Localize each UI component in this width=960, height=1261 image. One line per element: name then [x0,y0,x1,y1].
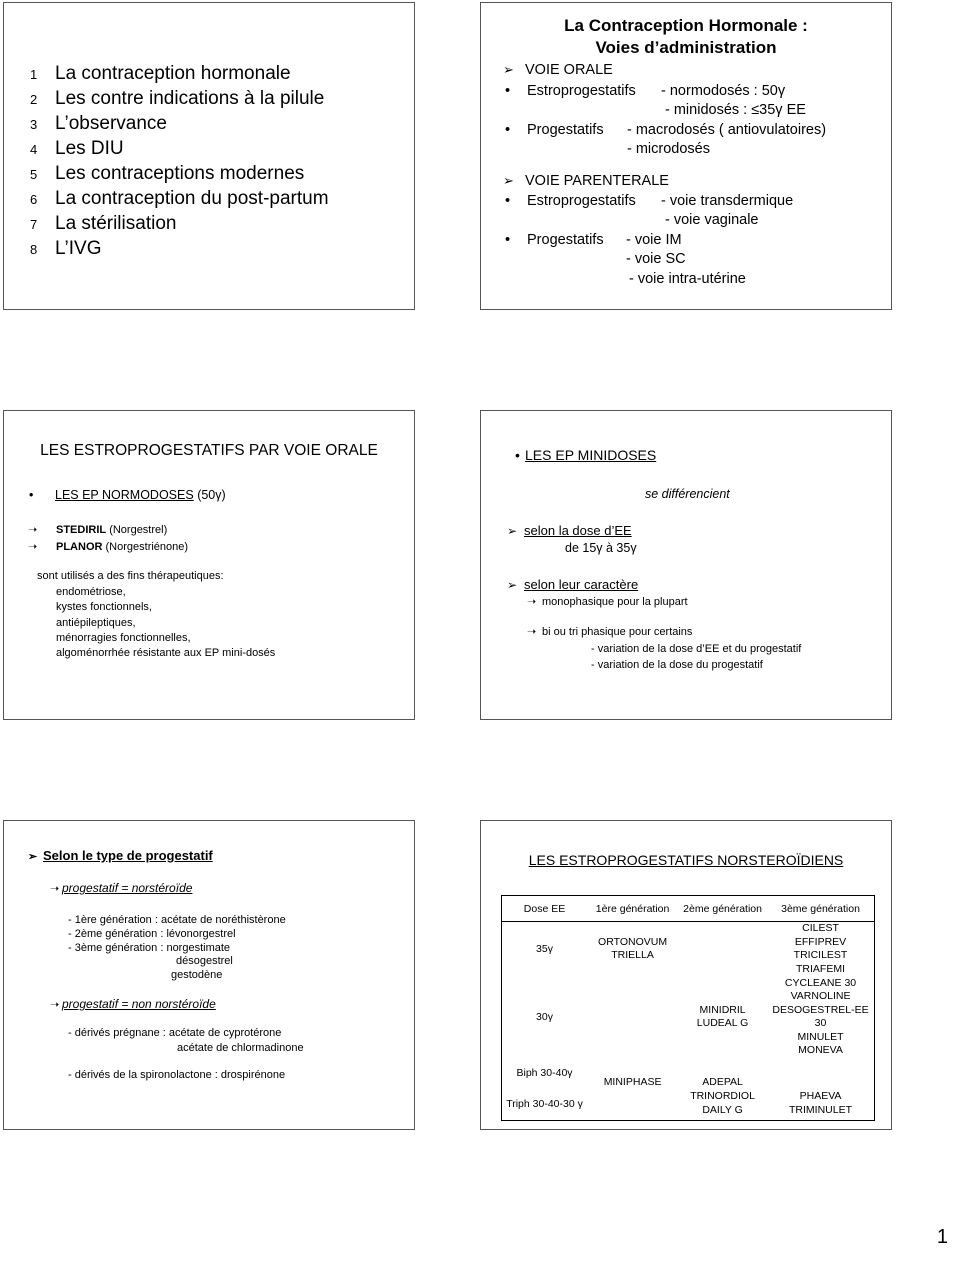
arrow-icon: ➝ [50,999,60,1011]
mono-line: ➝ monophasique pour la plupart [527,596,688,608]
generation-table [501,895,875,1121]
dose-cell: 30γ [536,1011,553,1023]
list-item: 3 L’observance [30,111,329,136]
bullet-icon: • [29,488,34,502]
table-row [502,977,875,1058]
dose-cell: Triph 30-40-30 γ [506,1097,583,1110]
ep-normo: - normodosés : 50γ [661,83,786,99]
arrow-icon: ➝ [50,883,60,895]
dose-heading: ➢ selon la dose d’EE [507,523,632,538]
prog-macro: - macrodosés ( antiovulatoires) [627,122,827,138]
contents-list [30,61,329,261]
chevron-icon: ➢ [507,524,518,538]
uses-intro: sont utilisés a des fins thérapeutiques: [37,570,224,582]
ep2-trans: - voie transdermique [661,193,794,209]
item-number: 7 [30,217,37,232]
voie-parenterale-heading: ➢ VOIE PARENTERALE [503,173,669,189]
chevron-icon: ➢ [507,578,518,592]
list-item: 8 L’IVG [30,236,329,261]
list-item: 2 Les contre indications à la pilule [30,86,329,111]
bullet-icon: • [505,122,511,138]
ep-mini: - minidosés : ≤35γ EE [665,102,806,118]
chevron-icon: ➢ [503,62,514,77]
slide-4 [480,410,892,720]
list-item: 1 La contraception hormonale [30,61,329,86]
chevron-icon: ➢ [28,851,38,863]
gen2-cell: ADEPAL [702,1075,743,1088]
prog2-im: - voie IM [626,232,682,248]
arrow-icon: ➝ [527,626,537,638]
item-number: 6 [30,192,37,207]
prog2-line: • Progestatifs [505,232,604,248]
item-number: 8 [30,242,37,257]
gen-list: - 1ère génération : acétate de noréthistèrone - 2ème génération : lévonorgestrel - 3ème génération : norgestimate désogestrel gestodène [68,914,286,982]
slide-1 [3,2,415,310]
arrow-icon: ➝ [28,524,38,536]
page-number: 1 [936,1226,948,1248]
pregnane-line-2: acétate de chlormadinone [177,1042,304,1054]
gen2-cell [678,922,767,977]
slide-5 [3,820,415,1130]
dose-range: de 15γ à 35γ [565,541,637,555]
list-item: antiépileptiques, [56,616,136,629]
item-number: 3 [30,117,37,132]
slide-title: LES ESTROPROGESTATIFS NORSTEROÏDIENS [528,852,844,868]
bullet-icon: • [505,193,511,209]
ep2-line: • Estroprogestatifs [505,193,636,209]
ep-line: • Estroprogestatifs [505,83,636,99]
variation-1: - variation de la dose d’EE et du progestatif [591,643,802,655]
variation-2: - variation de la dose du progestatif [591,659,763,671]
list-item: 7 La stérilisation [30,211,329,236]
voie-orale-heading: ➢ VOIE ORALE [503,62,613,78]
gen3-cell: CILEST EFFIPREV TRICILEST TRIAFEMI [793,922,848,975]
list-item: ménorragies fonctionnelles, [56,631,191,644]
gen1-cell: MINIPHASE [603,1075,662,1088]
gen1-cell [587,1088,678,1121]
column-header: 1ère génération [587,896,678,922]
item-number: 5 [30,167,37,182]
prog2-sc: - voie SC [626,251,686,267]
item-number: 4 [30,142,37,157]
stediril-line: ➝ STEDIRIL (Norgestrel) [28,524,168,536]
slide-title: La Contraception Hormonale : Voies d’administration [564,16,808,57]
slide-title: LES ESTROPROGESTATIFS PAR VOIE ORALE [40,442,378,459]
slide-2 [480,2,892,310]
slide-6 [480,820,892,1130]
item-number: 1 [30,67,37,82]
gen1-cell: ORTONOVUM TRIELLA [598,935,668,962]
arrow-icon: ➝ [28,541,38,553]
gen1-cell [587,977,678,1058]
item-number: 2 [30,92,37,107]
normo-heading: • LES EP NORMODOSES (50γ) [29,488,226,502]
column-header: 2ème génération [678,896,767,922]
gen2-cell: MINIDRIL LUDEAL G [696,1003,749,1029]
spiro-line: - dérivés de la spironolactone : drospirénone [68,1069,286,1081]
bullet-icon: • [505,232,511,248]
gen2-cell: TRINORDIOL DAILY G [690,1090,755,1116]
prog-micro: - microdosés [627,141,710,157]
slide-title: • LES EP MINIDOSES [515,447,657,463]
slide-title: ➢ Selon le type de progestatif [28,848,213,863]
list-item: kystes fonctionnels, [56,601,152,614]
gen3-cell: PHAEVA TRIMINULET [789,1090,853,1116]
table-row [502,1088,875,1121]
planor-line: ➝ PLANOR (Norgestriénone) [28,541,189,553]
column-header: Dose EE [502,896,588,922]
list-item: algoménorrhée résistante aux EP mini-dosés [56,647,276,660]
gen3-cell: CYCLEANE 30 VARNOLINE DESOGESTREL-EE 30 MINULET MONEVA [772,976,869,1056]
slide-3 [3,410,415,720]
arrow-icon: ➝ [527,596,537,608]
list-item: 5 Les contraceptions modernes [30,161,329,186]
biphase-line: ➝ bi ou tri phasique pour certains [527,626,693,638]
subtitle: se différencient [645,487,730,501]
chevron-icon: ➢ [503,173,514,188]
table-header-row [502,896,875,922]
list-item: endométriose, [56,586,126,598]
column-header: 3ème génération [767,896,874,922]
list-item: 6 La contraception du post-partum [30,186,329,211]
bullet-icon: • [515,447,520,463]
caract-heading: ➢ selon leur caractère [507,577,639,592]
dose-cell: Biph 30-40γ [516,1066,573,1079]
table-row [502,922,875,977]
list-item: 4 Les DIU [30,136,329,161]
gen3-cell [767,1058,874,1088]
table-row [502,1058,875,1088]
bullet-icon: • [505,83,511,99]
non-norsteroide-line: ➝ progestatif = non norstéroïde [50,997,216,1011]
prog2-iu: - voie intra-utérine [629,271,746,287]
prog-line: • Progestatifs [505,122,604,138]
norsteroide-line: ➝ progestatif = norstéroïde [50,881,193,895]
ep2-vag: - voie vaginale [665,212,759,228]
pregnane-line: - dérivés prégnane : acétate de cyprotérone [68,1027,282,1039]
dose-cell: 35γ [536,943,553,956]
uses-list [56,585,275,661]
